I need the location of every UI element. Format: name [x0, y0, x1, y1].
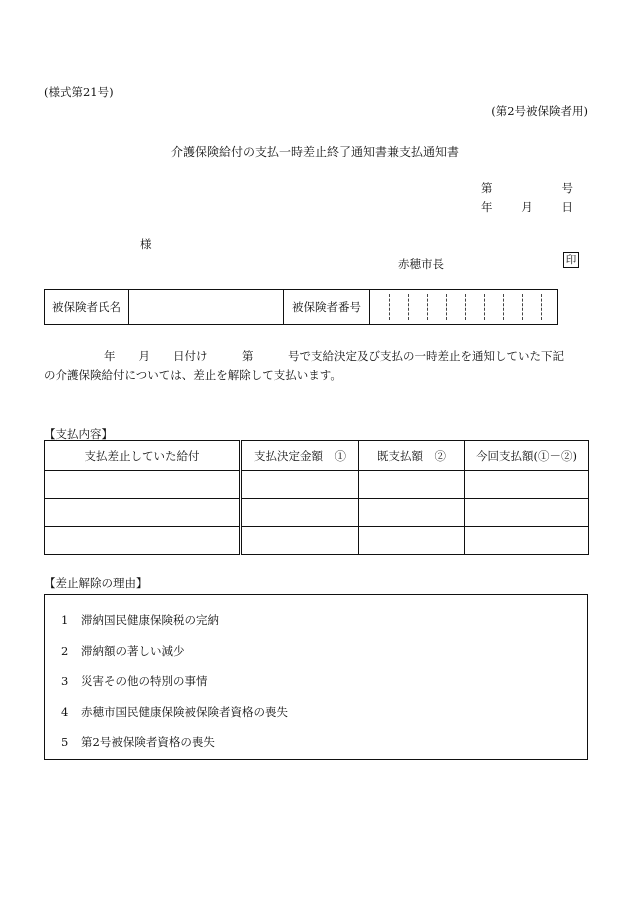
insured-name-label: 被保険者氏名: [45, 290, 129, 324]
list-item: [45, 605, 587, 636]
reason-number: 5: [61, 735, 69, 749]
usage-label: (第2号被保険者用): [491, 104, 588, 118]
year-label: 年: [481, 200, 493, 214]
list-item: [45, 727, 587, 758]
addressee-honorific: 様: [140, 237, 152, 251]
digit-separator: [522, 294, 523, 320]
reason-text: 滞納額の著しい減少: [81, 643, 185, 658]
table-row: [45, 527, 589, 555]
digit-separator: [389, 294, 390, 320]
list-item: [45, 697, 587, 728]
cell-benefit[interactable]: [45, 527, 241, 555]
digit-separator: [541, 294, 542, 320]
cell-current-amount[interactable]: [465, 471, 589, 499]
insured-info-table: [44, 289, 558, 325]
col-header-decided-amount: 支払決定金額 ①: [241, 441, 359, 471]
reason-text: 第2号被保険者資格の喪失: [81, 735, 215, 749]
cell-decided-amount[interactable]: [241, 471, 359, 499]
notice-line-2: の介護保険給付については、差止を解除して支払います。: [44, 368, 342, 382]
reason-number: 2: [61, 643, 69, 658]
cell-benefit[interactable]: [45, 499, 241, 527]
number-prefix: 第: [481, 181, 493, 195]
digit-separator: [408, 294, 409, 320]
cell-decided-amount[interactable]: [241, 527, 359, 555]
col-header-benefit: 支払差止していた給付: [45, 441, 241, 471]
document-title: 介護保険給付の支払一時差止終了通知書兼支払通知書: [170, 145, 459, 159]
col-header-current-amount: 今回支払額(①－②): [465, 441, 589, 471]
cell-benefit[interactable]: [45, 471, 241, 499]
digit-separator: [427, 294, 428, 320]
issuer-name: 赤穂市長: [398, 257, 444, 271]
insured-number-label: 被保険者番号: [284, 290, 370, 324]
digit-separator: [503, 294, 504, 320]
payment-table: [44, 440, 589, 555]
reason-text: 滞納国民健康保険税の完納: [81, 613, 219, 627]
table-row: [45, 471, 589, 499]
col-header-paid-amount: 既支払額 ②: [359, 441, 465, 471]
month-label: 月: [521, 200, 533, 214]
insured-name-field[interactable]: [129, 290, 284, 324]
digit-separator: [465, 294, 466, 320]
reason-number: 1: [61, 613, 69, 627]
reason-number: 4: [61, 704, 69, 719]
reason-text: 災害その他の特別の事情: [81, 674, 208, 688]
reason-list: [44, 594, 588, 760]
cell-decided-amount[interactable]: [241, 499, 359, 527]
cell-paid-amount[interactable]: [359, 471, 465, 499]
day-label: 日: [561, 200, 573, 214]
notice-text: [44, 347, 588, 385]
notice-line-1: 年 月 日付け 第 号で支給決定及び支払の一時差止を通知していた下記: [104, 349, 564, 363]
payment-table-header: [45, 441, 589, 471]
cell-paid-amount[interactable]: [359, 527, 465, 555]
issue-number-date: [481, 179, 573, 217]
cell-current-amount[interactable]: [465, 527, 589, 555]
digit-separator: [484, 294, 485, 320]
digit-separator: [446, 294, 447, 320]
cell-paid-amount[interactable]: [359, 499, 465, 527]
reason-number: 3: [61, 674, 69, 688]
table-row: [45, 499, 589, 527]
cell-current-amount[interactable]: [465, 499, 589, 527]
seal-stamp: 印: [563, 252, 579, 268]
list-item: [45, 636, 587, 667]
payment-section-label: 【支払内容】: [44, 427, 113, 441]
list-item: [45, 666, 587, 697]
reason-text: 赤穂市国民健康保険被保険者資格の喪失: [81, 704, 288, 719]
insured-number-field[interactable]: [370, 290, 557, 324]
number-suffix: 号: [561, 181, 573, 195]
form-number: (様式第21号): [44, 85, 114, 99]
reason-section-label: 【差止解除の理由】: [44, 576, 148, 590]
